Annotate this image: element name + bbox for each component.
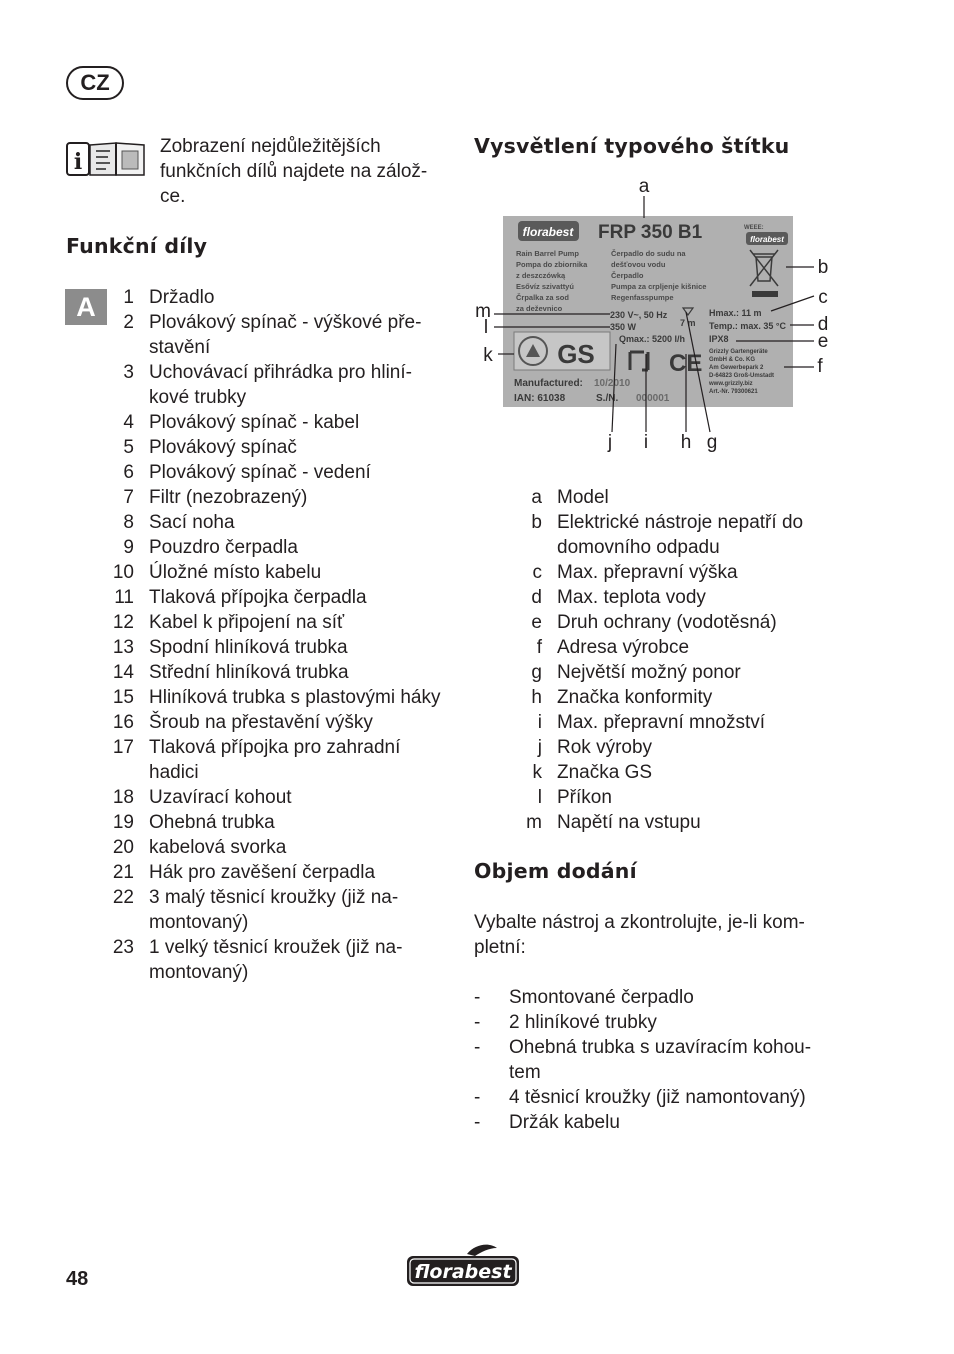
legend-label: Druh ochrany (vodotěsná) [557, 612, 777, 633]
legend-label: Rok výroby [557, 737, 653, 758]
part-label: Hák pro zavěšení čerpadla [149, 862, 376, 883]
florabest-logo [405, 1244, 521, 1295]
legend-item [500, 710, 847, 735]
plate-ian: IAN: 61038 [514, 393, 566, 404]
part-label: Hliníková trubka s plastovými háky [149, 687, 441, 708]
figure-a-badge: A [65, 289, 107, 325]
svg-text:i: i [73, 149, 83, 175]
legend-key: j [537, 737, 542, 758]
delivery-intro: Vybalte nástroj a zkontrolujte, je-li kom- pletní: [474, 912, 805, 958]
delivery-item-label: Ohebná trubka s uzavíracím kohou-tem [509, 1037, 812, 1083]
functional-parts-heading: Funkční díly [66, 234, 208, 258]
part-label: Plovákový spínač - vedení [149, 462, 371, 483]
callout-h: h [680, 432, 692, 453]
delivery-item-label: 2 hliníkové trubky [509, 1012, 657, 1033]
plate-sn-value: 000001 [636, 393, 670, 404]
plate-text-line: Esővíz szivattyú [516, 282, 574, 291]
part-item [66, 885, 444, 935]
legend-key: f [536, 637, 542, 658]
legend-item [500, 810, 847, 835]
legend-key: m [526, 812, 542, 833]
part-number: 16 [112, 712, 134, 733]
part-item [66, 835, 444, 860]
callout-c: c [818, 287, 828, 308]
part-label: Šroub na přestavění výšky [149, 712, 373, 733]
part-label: Ohebná trubka [149, 812, 275, 833]
part-item [66, 860, 444, 885]
plate-ipx: IPX8 [709, 334, 729, 344]
delivery-item: - Smontované čerpadlo [474, 985, 839, 1010]
legend-label: Max. přepravní výška [557, 562, 738, 583]
callout-e: e [817, 331, 829, 352]
part-label: Úložné místo kabelu [149, 562, 322, 583]
legend-key: g [531, 662, 542, 683]
callout-m: m [475, 301, 491, 322]
gs-mark: GS [557, 339, 595, 369]
language-badge: CZ [66, 66, 124, 100]
footer-logo-text: florabest [414, 1261, 512, 1283]
part-number: 4 [123, 412, 134, 433]
part-number: 7 [123, 487, 134, 508]
page-number: 48 [66, 1268, 89, 1290]
part-number: 11 [114, 587, 134, 608]
plate-text-line: Regenfasspumpe [611, 293, 674, 302]
part-item [66, 685, 444, 710]
part-number: 21 [112, 862, 134, 883]
plate-text-line: Rain Barrel Pump [516, 249, 579, 258]
legend-label: Napětí na vstupu [557, 812, 701, 833]
plate-text-line: Art.-Nr. 79300621 [709, 389, 758, 395]
legend-key: e [531, 612, 542, 633]
part-number: 8 [123, 512, 134, 533]
delivery-item: - 4 těsnicí kroužky (již namontovaný) [474, 1085, 839, 1110]
plate-text-line: D-64823 Groß-Umstadt [709, 373, 775, 379]
legend-item [500, 485, 847, 510]
part-label: Pouzdro čerpadla [149, 537, 298, 558]
plate-text-line: Pumpa za crpljenje kišnice [611, 282, 707, 291]
legend-label: Model [557, 487, 609, 508]
delivery-list [474, 985, 839, 1135]
callout-g: g [706, 432, 718, 453]
part-item [66, 510, 444, 535]
plate-text-line: za deževnico [516, 304, 563, 313]
callout-f: f [817, 356, 823, 377]
part-label: 3 malý těsnicí kroužky (již na-montovaný) [149, 887, 399, 933]
part-number: 18 [112, 787, 134, 808]
part-number: 19 [112, 812, 134, 833]
part-number: 6 [123, 462, 134, 483]
legend-item [500, 635, 847, 660]
intro-note-text: Zobrazení nejdůležitějších funkčních dílů najdete na zálož- ce. [160, 136, 428, 207]
part-item [66, 585, 444, 610]
part-item [66, 485, 444, 510]
delivery-item-label: Smontované čerpadlo [509, 987, 694, 1008]
legend-label: Značka konformity [557, 687, 713, 708]
part-label: Střední hliníková trubka [149, 662, 349, 683]
part-number: 2 [123, 312, 134, 333]
part-label: Filtr (nezobrazený) [149, 487, 308, 508]
plate-text-line: Črpalka za sod [516, 293, 569, 302]
part-item [66, 560, 444, 585]
plate-text-line: www.grizzly.biz [709, 381, 753, 387]
delivery-item-label: Držák kabelu [509, 1112, 620, 1133]
callout-k: k [483, 345, 493, 366]
part-label: Tlaková přípojka čerpadla [149, 587, 367, 608]
part-label: Sací noha [149, 512, 235, 533]
type-plate-legend [500, 485, 847, 835]
legend-label: Příkon [557, 787, 612, 808]
plate-text-line: Grizzly Gartengeräte [709, 349, 768, 355]
plate-qmax: Qmax.: 5200 l/h [619, 334, 686, 344]
part-number: 22 [112, 887, 134, 908]
part-item [66, 535, 444, 560]
part-number: 13 [112, 637, 134, 658]
callout-d: d [817, 314, 829, 335]
legend-item [500, 585, 847, 610]
plate-temp: Temp.: max. 35 °C [709, 321, 786, 331]
part-label: kabelová svorka [149, 837, 287, 858]
part-number: 17 [112, 737, 134, 758]
info-book-icon [66, 139, 148, 184]
plate-text-line: Čerpadlo do sudu na [611, 249, 686, 258]
legend-key: k [532, 762, 542, 783]
plate-power: 350 W [610, 322, 637, 332]
plate-model: FRP 350 B1 [598, 222, 703, 243]
legend-label: Max. přepravní množství [557, 712, 766, 733]
legend-item [500, 735, 847, 760]
part-number: 10 [112, 562, 134, 583]
part-item [66, 660, 444, 685]
part-item [66, 360, 444, 410]
part-item [66, 635, 444, 660]
legend-item [500, 685, 847, 710]
delivery-heading: Objem dodání [474, 859, 637, 883]
part-item [66, 285, 444, 310]
legend-key: c [532, 562, 542, 583]
plate-weee-brand: florabest [750, 235, 784, 244]
part-number: 20 [112, 837, 134, 858]
callout-i: i [643, 432, 649, 453]
delivery-item-label: 4 těsnicí kroužky (již namontovaný) [509, 1087, 806, 1108]
part-number: 12 [112, 612, 134, 633]
plate-text-line: Pompa do zbiornika [516, 260, 588, 269]
plate-manufactured-label: Manufactured: [514, 378, 583, 389]
legend-label: Adresa výrobce [557, 637, 690, 658]
legend-item [500, 560, 847, 585]
plate-brand-text: florabest [522, 225, 574, 239]
part-number: 14 [112, 662, 134, 683]
callout-a: a [638, 176, 650, 197]
legend-key: l [537, 787, 542, 808]
part-item [66, 435, 444, 460]
plate-text-line: dešťovou vodu [611, 260, 666, 269]
part-number: 5 [123, 437, 134, 458]
part-number: 23 [112, 937, 134, 958]
part-number: 15 [112, 687, 134, 708]
part-item [66, 785, 444, 810]
part-label: Plovákový spínač [149, 437, 297, 458]
delivery-item: - Ohebná trubka s uzavíracím kohou-tem [474, 1035, 839, 1085]
legend-key: b [531, 512, 542, 533]
part-label: Uzavírací kohout [149, 787, 292, 808]
plate-depth: 7 m [680, 318, 696, 328]
legend-item [500, 610, 847, 635]
part-number: 1 [123, 287, 134, 308]
plate-manufactured-value: 10/2010 [594, 378, 631, 389]
callout-j: j [607, 432, 613, 453]
plate-text-line: Čerpadlo [611, 271, 644, 280]
type-plate-heading: Vysvětlení typového štítku [474, 134, 790, 158]
legend-key: i [537, 712, 542, 733]
plate-weee-label: WEEE: [744, 225, 764, 231]
type-plate-figure [474, 174, 854, 464]
plate-text-line: z deszczówką [516, 271, 566, 280]
part-label: Spodní hliníková trubka [149, 637, 348, 658]
callout-b: b [817, 257, 829, 278]
legend-key: h [531, 687, 542, 708]
delivery-item: - 2 hliníkové trubky [474, 1010, 839, 1035]
part-label: Plovákový spínač - kabel [149, 412, 360, 433]
part-item [66, 710, 444, 735]
part-item [66, 610, 444, 635]
part-item [66, 735, 444, 785]
part-label: Tlaková přípojka pro zahradní hadici [149, 737, 401, 783]
part-item [66, 410, 444, 435]
plate-text-line: GmbH & Co. KG [709, 357, 755, 363]
ce-mark: CE [669, 350, 703, 377]
part-label: Držadlo [149, 287, 215, 308]
functional-parts-list [66, 285, 444, 985]
plate-sn-label: S./N. [596, 393, 619, 404]
part-label: 1 velký těsnicí kroužek (již na-montovaný) [149, 937, 403, 983]
callout-l: l [483, 317, 489, 338]
delivery-item: - Držák kabelu [474, 1110, 839, 1135]
legend-item [500, 510, 847, 560]
legend-item [500, 760, 847, 785]
part-item [66, 810, 444, 835]
part-label: Plovákový spínač - výškové pře-stavění [149, 312, 422, 358]
legend-key: a [531, 487, 542, 508]
plate-text-line: Am Gewerbepark 2 [709, 365, 764, 371]
part-number: 3 [123, 362, 134, 383]
legend-item [500, 660, 847, 685]
legend-label: Max. teplota vody [557, 587, 706, 608]
part-number: 9 [123, 537, 134, 558]
legend-label: Značka GS [557, 762, 653, 783]
plate-voltage: 230 V~, 50 Hz [610, 310, 668, 320]
legend-item [500, 785, 847, 810]
legend-key: d [531, 587, 542, 608]
part-label: Kabel k připojení na síť [149, 612, 345, 633]
part-label: Uchovávací přihrádka pro hliní-kové trubky [149, 362, 412, 408]
part-item [66, 935, 444, 985]
legend-label: Elektrické nástroje nepatří do domovního odpadu [557, 512, 804, 558]
plate-hmax: Hmax.: 11 m [709, 308, 762, 318]
part-item [66, 460, 444, 485]
part-item [66, 310, 444, 360]
legend-label: Největší možný ponor [557, 662, 741, 683]
